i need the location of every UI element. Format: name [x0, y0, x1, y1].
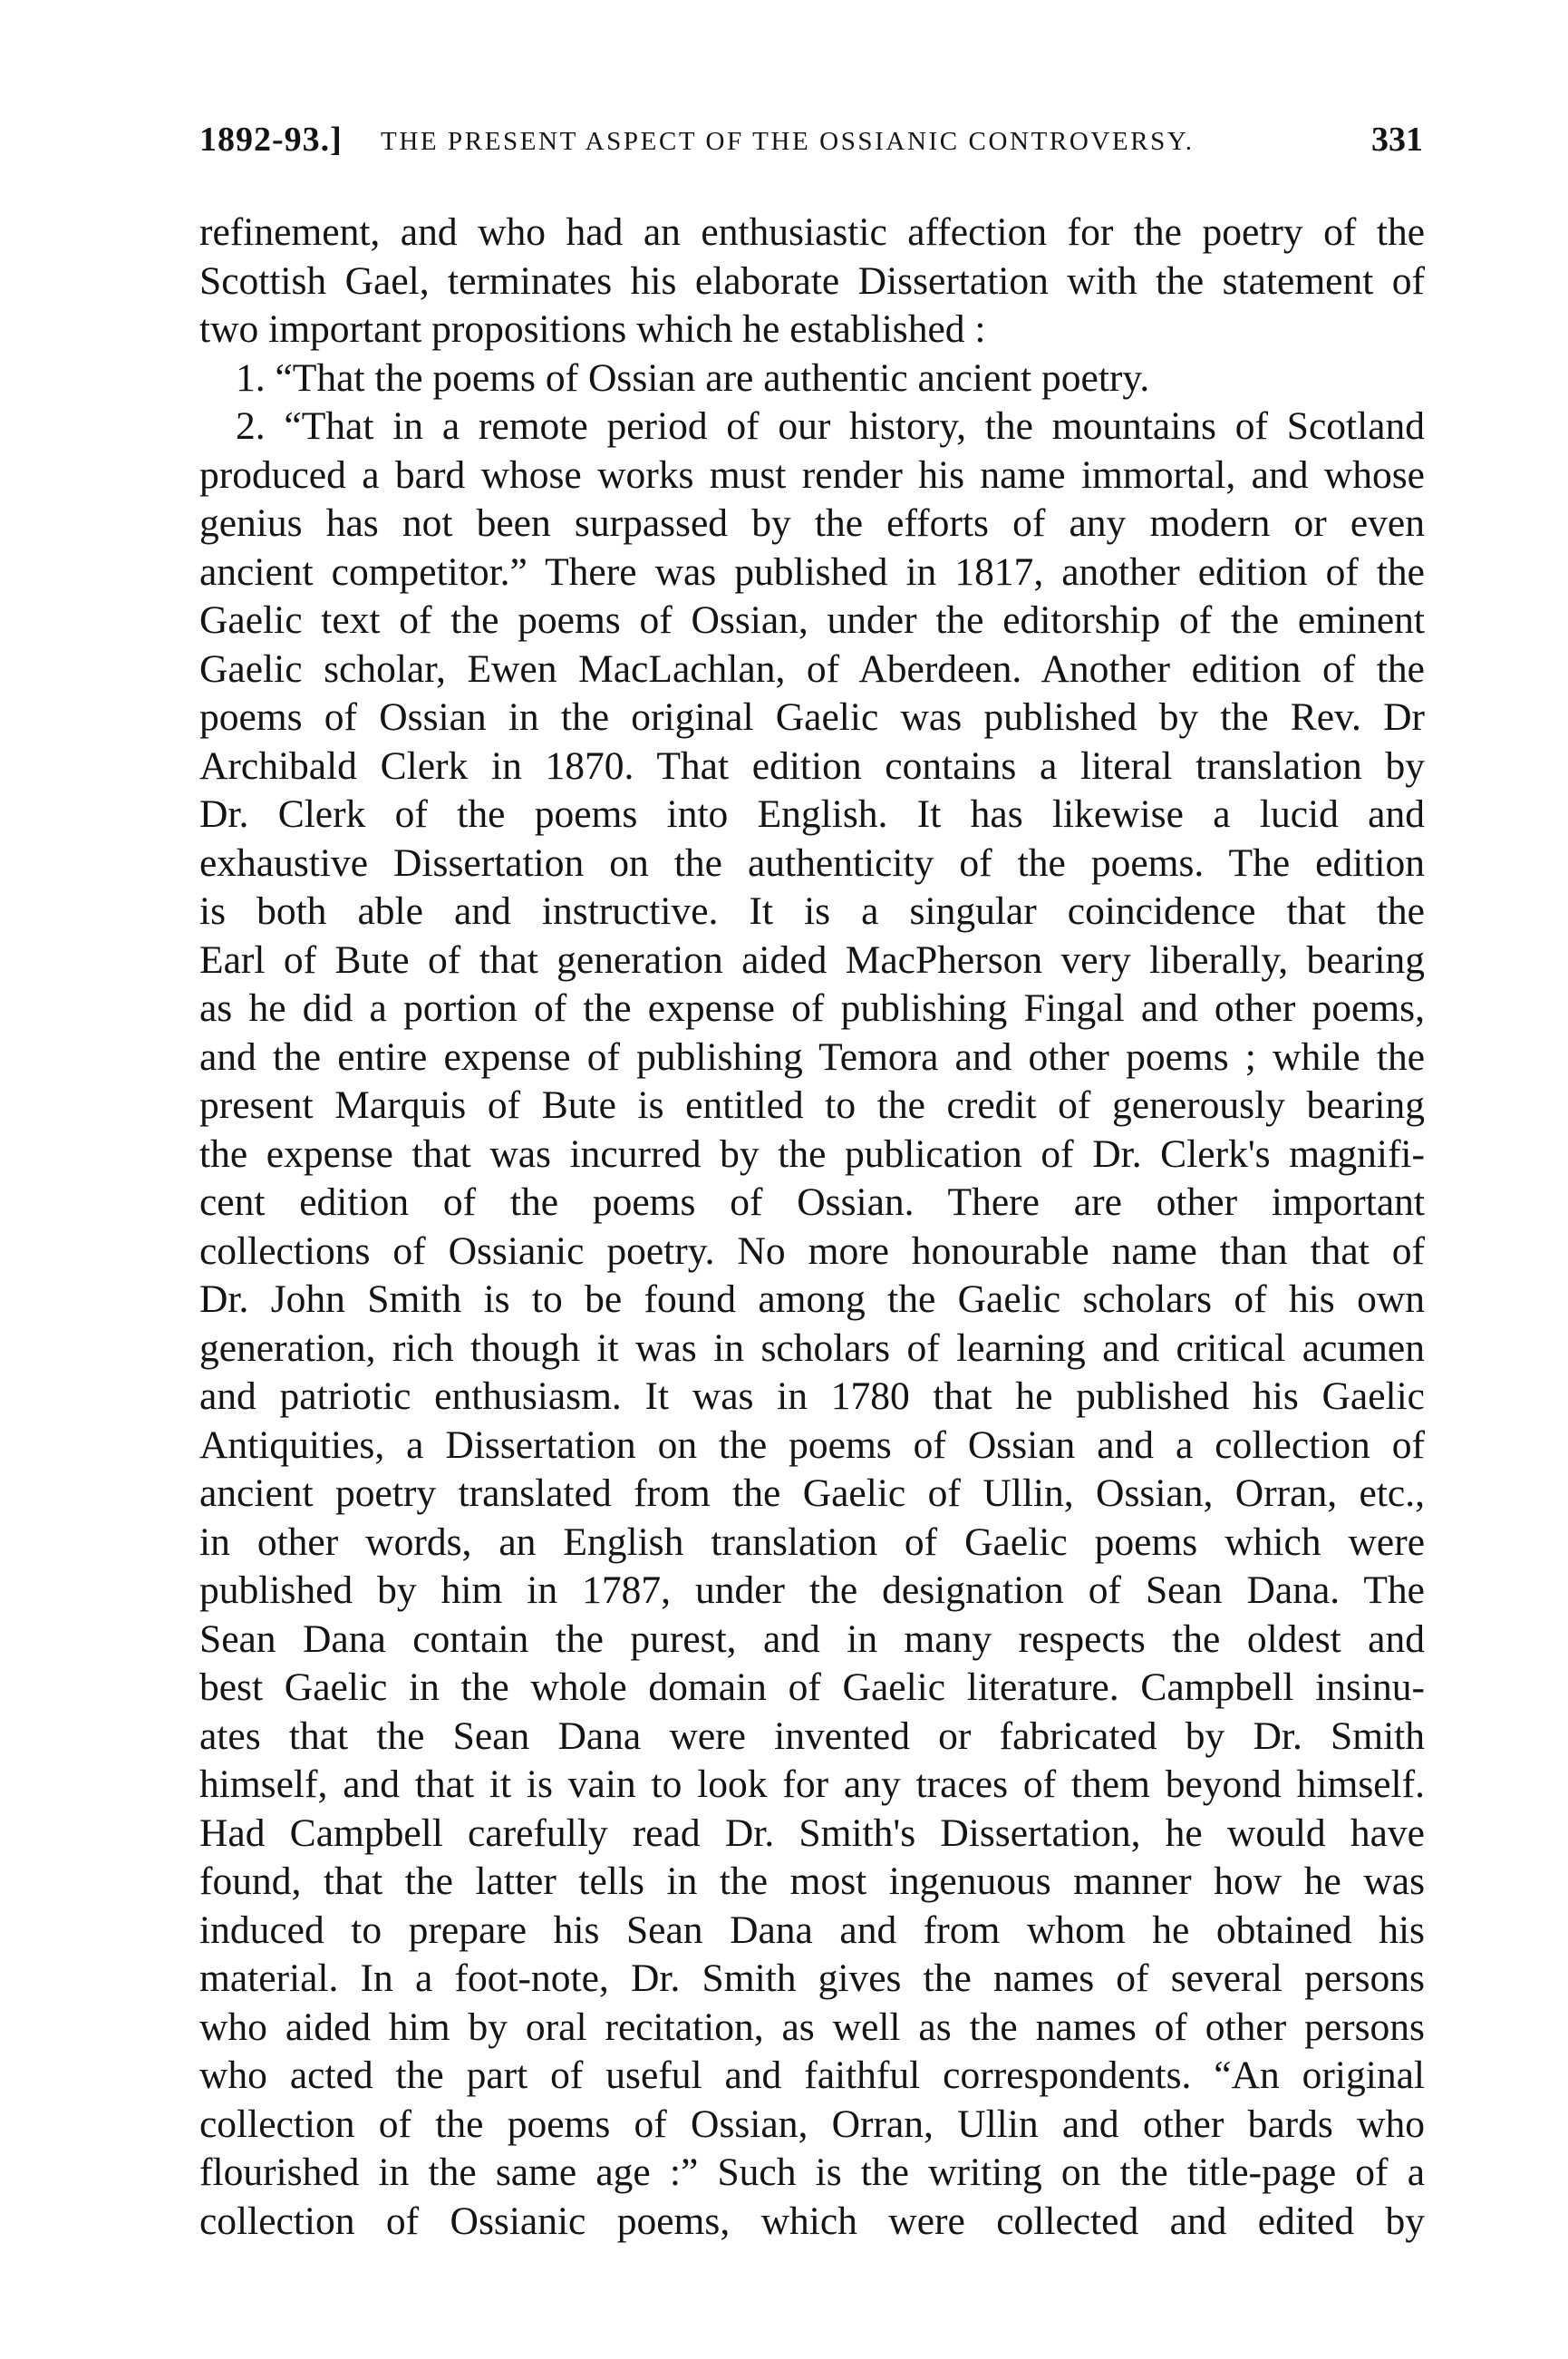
running-header: [199, 120, 1450, 174]
text-line: refinement, and who had an enthusiastic affection for the poetry of the: [199, 210, 1425, 254]
text-line: who aided him by oral recitation, as well as the names of other persons: [199, 2005, 1425, 2049]
text-line: exhaustive Dissertation on the authenticity of the poems. The edition: [199, 840, 1425, 885]
text-line: is both able and instructive. It is a singular coincidence that the: [199, 889, 1425, 933]
proposition-2: 2. “That in a remote period of our history, the mountains of Scotland: [236, 404, 1425, 448]
text-line: material. In a foot-note, Dr. Smith gives the names of several persons: [199, 1956, 1425, 2000]
text-line: produced a bard whose works must render his name immortal, and whose: [199, 452, 1425, 497]
header-year: 1892-93.]: [199, 121, 343, 159]
header-title: THE PRESENT ASPECT OF THE OSSIANIC CONTROVERSY.: [381, 127, 1195, 156]
text-line: present Marquis of Bute is entitled to the credit of generously bearing: [199, 1083, 1425, 1127]
text-line: who acted the part of useful and faithful correspondents. “An original: [199, 2053, 1425, 2097]
text-line: collection of the poems of Ossian, Orran, Ullin and other bards who: [199, 2102, 1425, 2146]
text-line: Earl of Bute of that generation aided MacPherson very liberally, bearing: [199, 937, 1425, 982]
text-line: flourished in the same age :” Such is the writing on the title-page of a: [199, 2150, 1425, 2194]
text-line: Dr. Clerk of the poems into English. It has likewise a lucid and: [199, 792, 1425, 836]
text-line: induced to prepare his Sean Dana and from whom he obtained his: [199, 1908, 1425, 1952]
text-line: Had Campbell carefully read Dr. Smith's Dissertation, he would have: [199, 1811, 1425, 1855]
text-line: collections of Ossianic poetry. No more honourable name than that of: [199, 1228, 1425, 1273]
page-number: 331: [1371, 121, 1423, 159]
text-line: collection of Ossianic poems, which were collected and edited by: [199, 2199, 1425, 2243]
text-line: Scottish Gael, terminates his elaborate Dissertation with the statement of: [199, 258, 1425, 303]
text-line: [199, 2246, 1425, 2295]
text-line: genius has not been surpassed by the efforts of any modern or even: [199, 501, 1425, 545]
text-line: in other words, an English translation of Gaelic poems which were: [199, 1519, 1425, 1564]
text-line: published by him in 1787, under the designation of Sean Dana. The: [199, 1568, 1425, 1612]
text-line: poems of Ossian in the original Gaelic was published by the Rev. Dr: [199, 695, 1425, 739]
text-line: best Gaelic in the whole domain of Gaelic literature. Campbell insinu-: [199, 1665, 1425, 1709]
text-line: two important propositions which he established :: [199, 307, 986, 351]
text-line: Gaelic scholar, Ewen MacLachlan, of Aberdeen. Another edition of the: [199, 646, 1425, 691]
text-line: and the entire expense of publishing Temora and other poems ; while the: [199, 1034, 1425, 1079]
text-line: Sean Dana contain the purest, and in many respects the oldest and: [199, 1616, 1425, 1661]
text-line: himself, and that it is vain to look for any traces of them beyond himself.: [199, 1762, 1425, 1806]
text-line: ancient poetry translated from the Gaelic of Ullin, Ossian, Orran, etc.,: [199, 1471, 1425, 1515]
text-line: and patriotic enthusiasm. It was in 1780 that he published his Gaelic: [199, 1374, 1425, 1418]
text-line: found, that the latter tells in the most ingenuous manner how he was: [199, 1859, 1425, 1903]
text-line: Dr. John Smith is to be found among the Gaelic scholars of his own: [199, 1277, 1425, 1321]
text-line: as he did a portion of the expense of publishing Fingal and other poems,: [199, 986, 1425, 1030]
text-line: ancient competitor.” There was published in 1817, another edition of the: [199, 549, 1425, 594]
text-line: Archibald Clerk in 1870. That edition contains a literal translation by: [199, 743, 1425, 788]
proposition-1: 1. “That the poems of Ossian are authentic ancient poetry.: [236, 355, 1150, 400]
text-line: generation, rich though it was in scholars of learning and critical acumen: [199, 1325, 1425, 1370]
text-line: ates that the Sean Dana were invented or fabricated by Dr. Smith: [199, 1713, 1425, 1758]
text-line: cent edition of the poems of Ossian. There are other important: [199, 1180, 1425, 1224]
body-text: [199, 209, 1425, 2295]
text-line: Gaelic text of the poems of Ossian, under the editorship of the eminent: [199, 598, 1425, 642]
text-line: the expense that was incurred by the publication of Dr. Clerk's magnifi-: [199, 1131, 1425, 1176]
text-line: Antiquities, a Dissertation on the poems of Ossian and a collection of: [199, 1422, 1425, 1467]
